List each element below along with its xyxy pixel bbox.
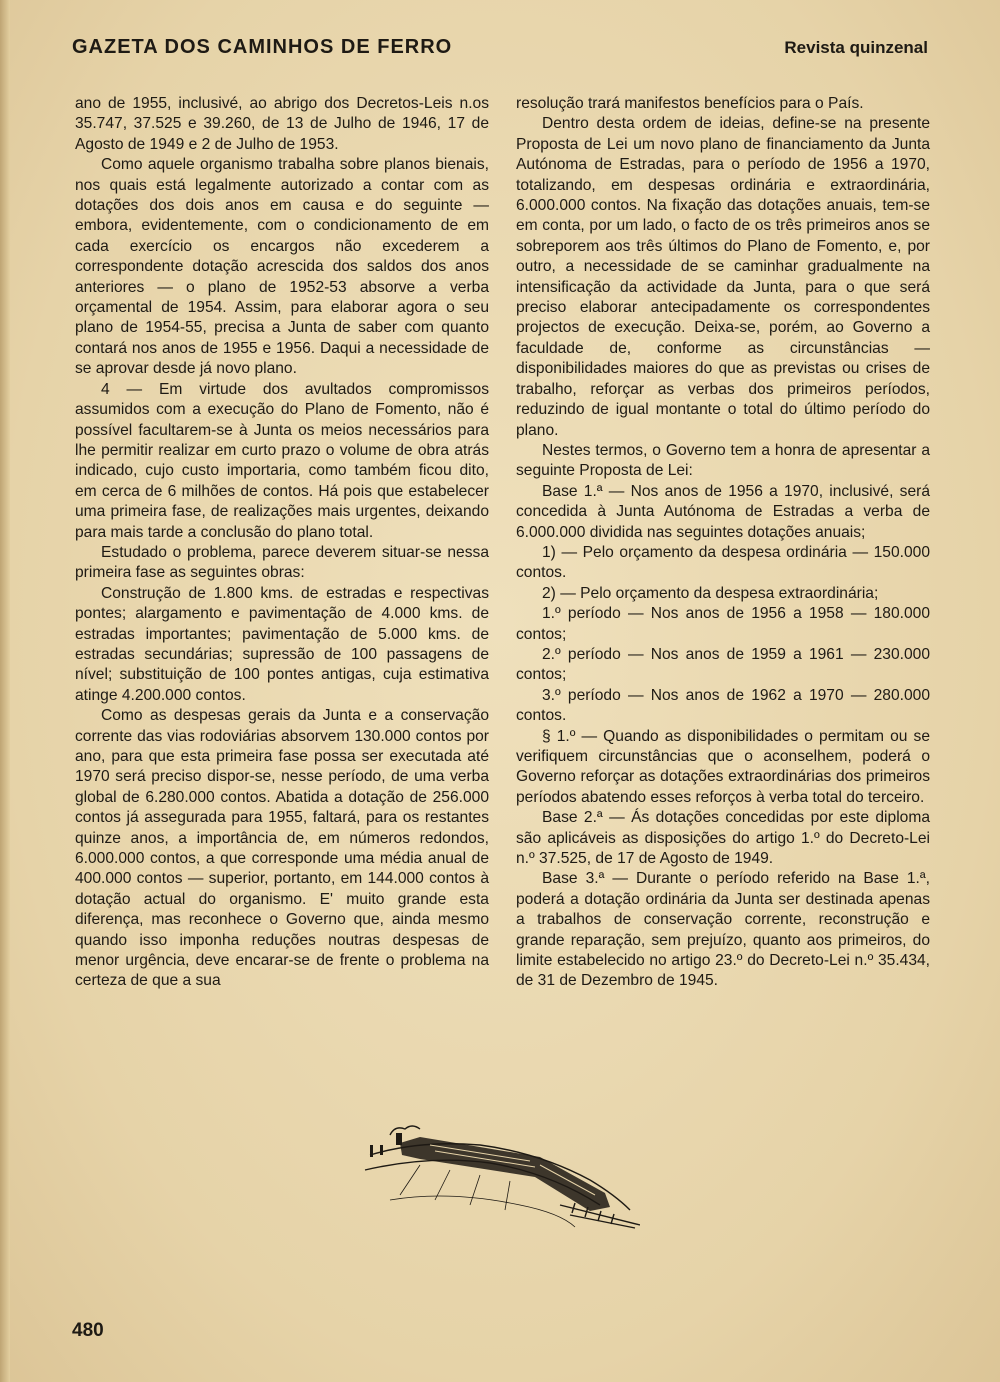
- paragraph: Base 1.ª — Nos anos de 1956 a 1970, inclusivé, será concedida à Junta Autónoma de Estradas a verba de 6.000.000 dividida nas seguintes dotações anuais;: [516, 482, 930, 541]
- paragraph: Nestes termos, o Governo tem a honra de apresentar a seguinte Proposta de Lei:: [516, 441, 930, 480]
- page-number: 480: [72, 1320, 104, 1341]
- left-column: [75, 94, 489, 992]
- paragraph: 2.º período — Nos anos de 1959 a 1961 — 230.000 contos;: [516, 645, 930, 684]
- paragraph: Construção de 1.800 kms. de estradas e respectivas pontes; alargamento e pavimentação de 4.000 kms. de estradas importantes; pavimentação de 5.000 kms. de estradas secundárias; supressão de 100 passagens de nível; substituição de 100 pontes antigas, cuja estimativa atinge 4.200.000 contos.: [75, 584, 489, 704]
- paragraph: 1) — Pelo orçamento da despesa ordinária — 150.000 contos.: [516, 543, 930, 582]
- paragraph: 1.º período — Nos anos de 1956 a 1958 — 180.000 contos;: [516, 605, 930, 643]
- right-column: [516, 94, 930, 992]
- paragraph: 4 — Em virtude dos avultados compromissos assumidos com a execução do Plano de Fomento, não é possível facultarem-se à Junta os meios necessários para lhe permitir realizar em curto prazo o volume de obra atrás indicado, cujo custo importaria, como também ficou dito, em cerca de 6 milhões de contos. Há pois que estabelecer uma primeira fase, de realizações mais urgentes, deixando para mais tarde a conclusão do plano total.: [75, 380, 489, 541]
- paragraph: ano de 1955, inclusivé, ao abrigo dos Decretos-Leis n.os 35.747, 37.525 e 39.260, de 13 de Julho de 1946, 17 de Agosto de 1949 e 2 de Julho de 1953.: [75, 95, 489, 153]
- paragraph: Estudado o problema, parece deverem situar-se nessa primeira fase as seguintes obras:: [75, 543, 489, 582]
- paragraph: Base 2.ª — Ás dotações concedidas por este diploma são aplicáveis as disposições do artigo 1.º do Decreto-Lei n.º 37.525, de 17 de Agosto de 1949.: [516, 809, 930, 868]
- paragraph: 2) — Pelo orçamento da despesa extraordinária;: [542, 584, 879, 602]
- paragraph: § 1.º — Quando as disponibilidades o permitam ou se verifiquem circunstâncias que o aconselhem, poderá o Governo reforçar as dotações extraordinárias dos primeiros períodos abatendo esses reforços à verba total do terceiro.: [516, 727, 930, 806]
- journal-subtitle: Revista quinzenal: [784, 38, 928, 57]
- paragraph: 3.º período — Nos anos de 1962 a 1970 — 280.000 contos.: [516, 686, 930, 725]
- paragraph: resolução trará manifestos benefícios para o País.: [516, 95, 864, 112]
- paragraph: Dentro desta ordem de ideias, define-se na presente Proposta de Lei um novo plano de financiamento da Junta Autónoma de Estradas, para o período de 1956 a 1970, totalizando, em despesas ordinária e extraordinária, 6.000.000 contos. Na fixação das dotações anuais, tem-se em conta, por um lado, o facto de os três primeiros anos se sobreporem aos três últimos do Plano de Fomento, e, por outro, a necessidade de se caminhar gradualmente na intensificação da actividade da Junta, para o que será preciso elaborar antecipadamente os correspondentes projectos de execução. Deixa-se, porém, ao Governo a faculdade de, conforme as circunstâncias — disponibilidades maiores do que as previstas ou crises de trabalho, reforçar as verbas dos primeiros períodos, reduzindo de igual montante o total do último período do plano.: [516, 115, 930, 439]
- train-illustration-icon: [360, 1115, 640, 1230]
- page-header: [72, 36, 928, 60]
- paragraph: Como as despesas gerais da Junta e a conservação corrente das vias rodoviárias absorvem 130.000 contos por ano, para que esta primeira fase possa ser executada até 1970 será preciso dispor-se, nesse período, de uma verba global de 6.280.000 contos. Abatida a dotação de 256.000 contos já assegurada para 1955, faltará, para os restantes quinze anos, a importância de, em números redondos, 6.000.000 contos, a que corresponde uma média anual de 400.000 contos — superior, portanto, em 144.000 contos à dotação actual do organismo. E' muito grande esta diferença, mas reconhece o Governo que, ainda mesmo quando isso imponha reduções noutras despesas de menor urgência, deve encarar-se de frente o problema na certeza de que a sua: [75, 707, 489, 990]
- journal-title: GAZETA DOS CAMINHOS DE FERRO: [72, 36, 453, 58]
- paragraph: Base 3.ª — Durante o período referido na Base 1.ª, poderá a dotação ordinária da Junta ser destinada apenas a trabalhos de conservação corrente, reconstrução e grande reparação, sem prejuízo, quanto aos primeiros, do limite estabelecido no artigo 23.º do Decreto-Lei n.º 35.434, de 31 de Dezembro de 1945.: [516, 870, 930, 990]
- paragraph: Como aquele organismo trabalha sobre planos bienais, nos quais está legalmente autorizado a contar com as dotações dos dois anos em causa e do seguinte — embora, evidentemente, com o condicionamento de em cada exercício os encargos não excederem a correspondente dotação acrescida dos saldos dos anos anteriores — o plano de 1952-53 absorve a verba orçamental de 1954. Assim, para elaborar agora o seu plano de 1954-55, precisa a Junta de saber com quanto contará nos anos de 1955 e 1956. Daqui a necessidade de se aprovar desde já novo plano.: [75, 156, 489, 378]
